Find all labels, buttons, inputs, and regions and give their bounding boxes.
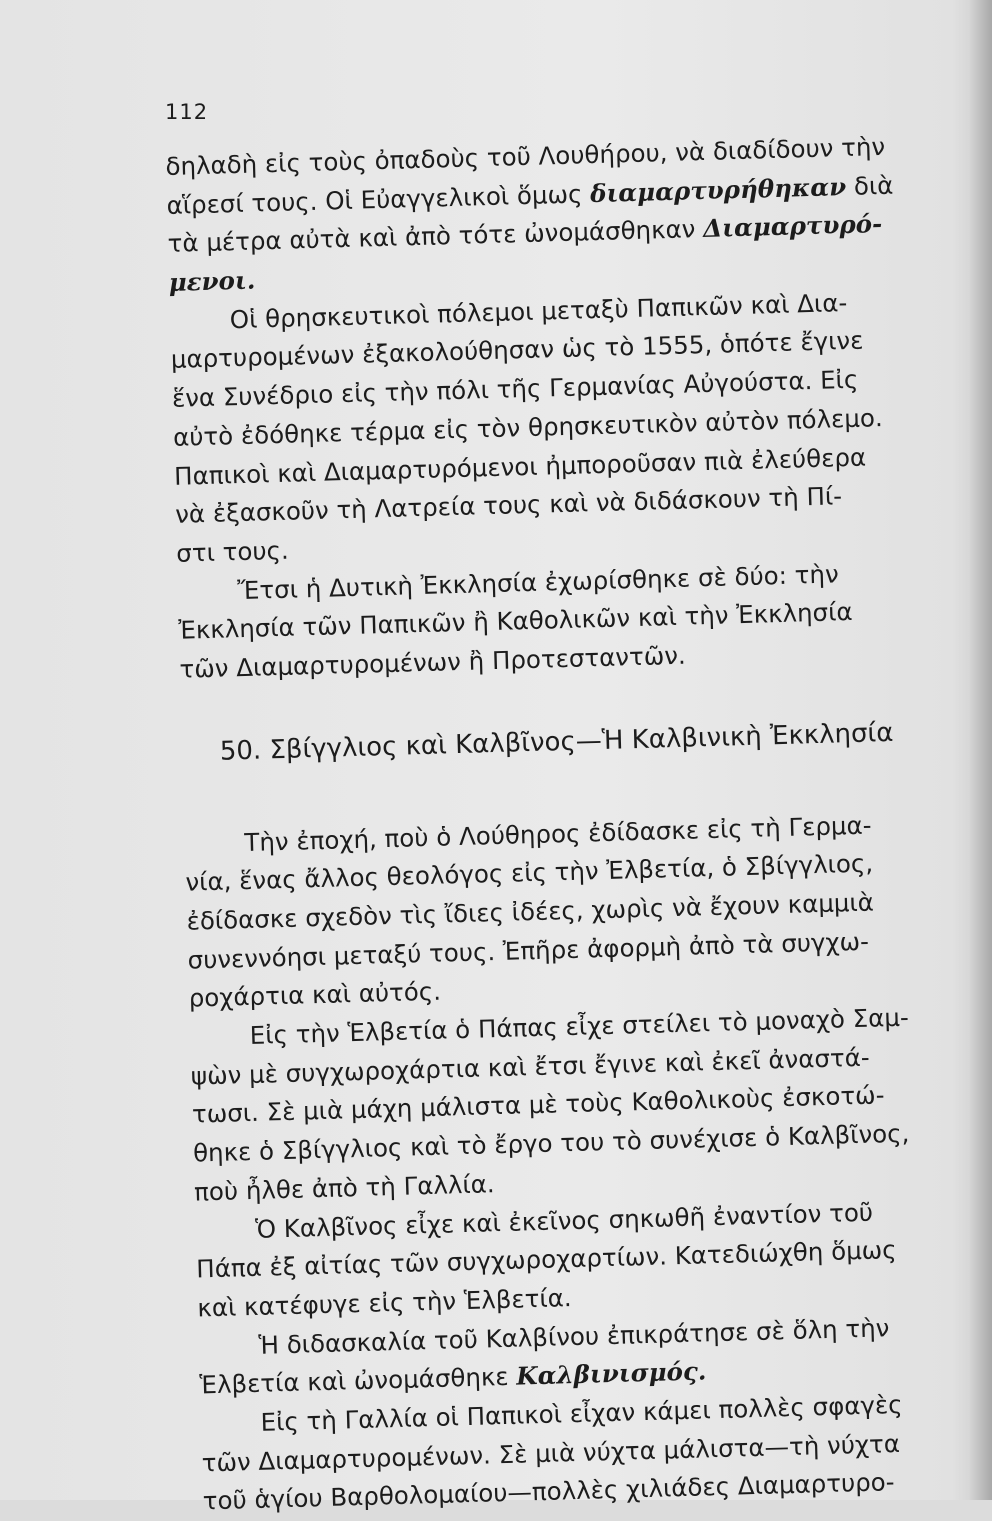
- line-text: Οἱ θρησκευτικοὶ πόλεμοι μεταξὺ Παπικῶν καὶ Δια-: [229, 287, 848, 335]
- body-text: [165, 127, 963, 1521]
- line-text: συνεννόησι μεταξύ τους. Ἐπῆρε ἀφορμὴ ἀπὸ τὰ συγχω-: [187, 926, 870, 975]
- line-text: στι τους.: [175, 535, 290, 568]
- line-text: Ἔτσι ἡ Δυτικὴ Ἐκκλησία ἐχωρίσθηκε σὲ δύο: τὴν: [236, 558, 840, 605]
- line-text: τὰ μέτρα αὐτὰ καὶ ἀπὸ τότε ὠνομάσθηκαν: [167, 214, 704, 259]
- line-text: νὰ ἐξασκοῦν τὴ Λατρεία τους καὶ νὰ διδάσκουν τὴ Πί-: [174, 481, 843, 530]
- line-text: αἵρεσί τους. Οἱ Εὐαγγελικοὶ ὅμως: [166, 178, 591, 220]
- line-text: Ἐκκλησία τῶν Παπικῶν ἢ Καθολικῶν καὶ τὴν Ἐκκλησία: [178, 597, 853, 646]
- line-text: τωσι. Σὲ μιὰ μάχη μάλιστα μὲ τοὺς Καθολικοὺς ἐσκοτώ-: [191, 1080, 885, 1130]
- section-heading: 50. Σβίγγλιος καὶ Καλβῖνος—Ἡ Καλβινικὴ Ἐκκλησία: [219, 717, 894, 767]
- line-text: Παπικοὶ καὶ Διαμαρτυρόμενοι ἠμποροῦσαν πιὰ ἐλεύθερα: [173, 442, 867, 491]
- line-text: νία, ἕνας ἄλλος θεολόγος εἰς τὴν Ἐλβετία, ὁ Σβίγγλιος,: [185, 848, 874, 898]
- line-text: Ἑλβετία καὶ ὠνομάσθηκε: [199, 1361, 517, 1400]
- line-text: θηκε ὁ Σβίγγλιος καὶ τὸ ἔργο του τὸ συνέχισε ὁ Καλβῖνος,: [192, 1118, 910, 1168]
- line-text: Εἰς τὴν Ἑλβετία ὁ Πάπας εἶχε στείλει τὸ μοναχὸ Σαμ-: [249, 1002, 910, 1051]
- line-text: ἐδίδασκε σχεδὸν τὶς ἴδιες ἰδέες, χωρὶς νὰ ἔχουν καμμιὰ: [186, 887, 875, 936]
- line-text: Ἡ διδασκαλία τοῦ Καλβίνου ἐπικράτησε σὲ ὅλη τὴν: [258, 1312, 890, 1360]
- line-text: δηλαδὴ εἰς τοὺς ὀπαδοὺς τοῦ Λουθήρου, νὰ διαδίδουν τὴν: [165, 131, 886, 181]
- line-text: ψὼν μὲ συγχωροχάρτια καὶ ἔτσι ἔγινε καὶ ἐκεῖ ἀναστά-: [190, 1042, 871, 1091]
- line-text: τῶν Διαμαρτυρομένων. Σὲ μιὰ νύχτα μάλιστα—τὴ νύχτα: [201, 1428, 901, 1478]
- section-heading-block: [180, 668, 944, 825]
- line-text: Τὴν ἐποχή, ποὺ ὁ Λούθηρος ἐδίδασκε εἰς τὴ Γερμα-: [244, 810, 872, 857]
- line-text: καὶ κατέφυγε εἰς τὴν Ἑλβετία.: [196, 1282, 573, 1323]
- emphasized-term: διαμαρτυρήθηκαν: [589, 171, 847, 208]
- line-text: ροχάρτια καὶ αὐτός.: [188, 977, 442, 1014]
- line-text: Εἰς τὴ Γαλλία οἱ Παπικοὶ εἶχαν κάμει πολλὲς σφαγὲς: [260, 1389, 903, 1437]
- line-text: ἕνα Συνέδριο εἰς τὴν πόλι τῆς Γερμανίας Αὐγούστα. Εἰς: [171, 364, 859, 414]
- paragraph-block-top: [165, 127, 940, 690]
- page-gutter-shadow: [970, 0, 992, 1500]
- line-text: μαρτυρομένων ἐξακολούθησαν ὡς τὸ 1555, ὁπότε ἔγινε: [170, 326, 864, 375]
- line-text: διὰ: [845, 170, 894, 201]
- line-text: Ὁ Καλβῖνος εἶχε καὶ ἐκεῖνος σηκωθῆ ἐναντίον τοῦ: [254, 1197, 874, 1244]
- line-text: τοῦ ἁγίου Βαρθολομαίου—πολλὲς χιλιάδες Διαμαρτυρο-: [202, 1467, 895, 1516]
- line-text: ποὺ ἦλθε ἀπὸ τὴ Γαλλία.: [193, 1169, 495, 1207]
- emphasized-term: Διαμαρτυρό-: [702, 209, 883, 244]
- line-text: τῶν Διαμαρτυρομένων ἢ Προτεσταντῶν.: [179, 640, 687, 684]
- emphasized-term: Καλβινισμός.: [515, 1356, 707, 1391]
- line-text: αὐτὸ ἐδόθηκε τέρμα εἰς τὸν θρησκευτικὸν αὐτὸν πόλεμο.: [172, 402, 884, 452]
- emphasized-term: μενοι.: [168, 265, 256, 298]
- page-number: 112: [165, 100, 209, 124]
- line-text: Πάπα ἐξ αἰτίας τῶν συγχωροχαρτίων. Κατεδιώχθη ὅμως: [195, 1235, 897, 1284]
- paragraph-block-bottom: [184, 804, 963, 1521]
